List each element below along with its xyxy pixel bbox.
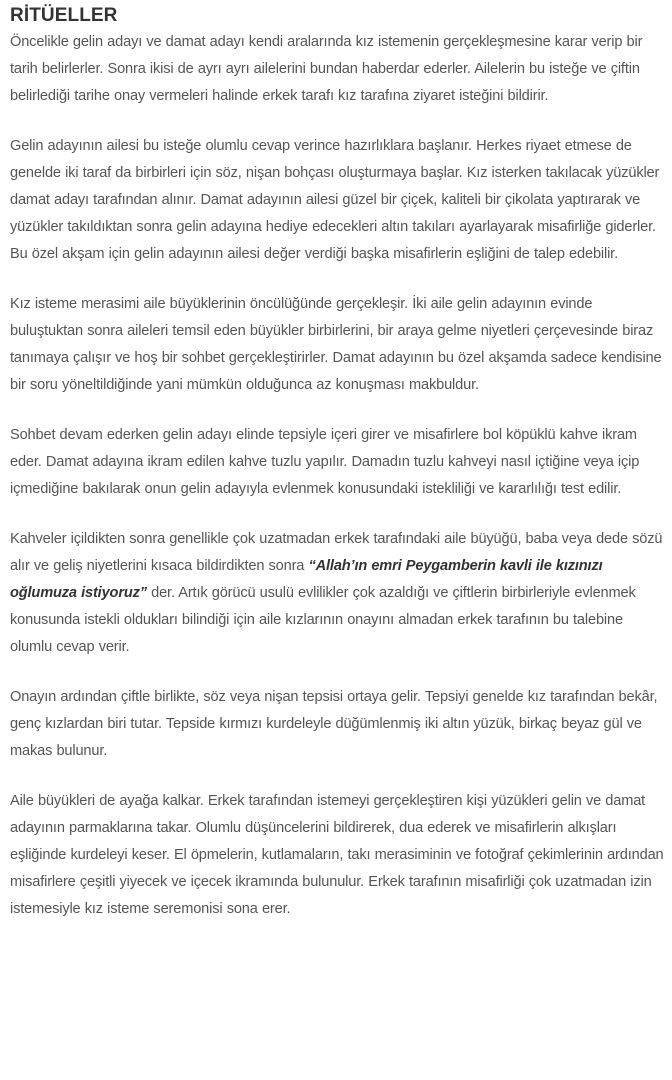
paragraph-2: Gelin adayının ailesi bu isteğe olumlu cevap verince hazırlıklara başlanır. Herkes riyaet etmese de genelde iki taraf da birbirleri için söz, nişan bohçası oluşturmaya başlar. Kız isterken takılacak yüzükler damat adayı tarafından alınır. Damat adayının ailesi güzel bir çiçek, kaliteli bir çikolata yaptırarak ve yüzükler takıldıktan sonra gelin adayına hediye edecekleri altın takıları ayarlayarak misafirliğe giderler. Bu özel akşam için gelin adayının ailesi değer verdiği başka misafirlerin eşliğini de talep edebilir. [10, 138, 660, 262]
paragraph-1: Öncelikle gelin adayı ve damat adayı kendi aralarında kız istemenin gerçekleşmesine karar verip bir tarih belirlerler. Sonra ikisi de ayrı ayrı ailelerini bundan haberdar ederler. Ailelerin bu isteğe ve çiftin belirlediği tarihe onay vermeleri halinde erkek tarafı kız tarafına ziyaret isteğini bildirir. [10, 34, 643, 104]
paragraph-5 [10, 526, 668, 661]
section-title: RİTÜELLER [10, 5, 118, 26]
article-body [10, 0, 668, 946]
paragraph-5-quote: “Allah’ın emri Peygamberin kavli ile kızınızı oğlumuza istiyoruz” [10, 558, 603, 601]
paragraph-6: Onayın ardından çiftle birlikte, söz veya nişan tepsisi ortaya gelir. Tepsiyi genelde kız tarafından bekâr, genç kızlardan biri tutar. Tepside kırmızı kurdeleyle düğümlenmiş iki altın yüzük, birkaç beyaz gül ve makas bulunur. [10, 689, 658, 759]
paragraph-4: Sohbet devam ederken gelin adayı elinde tepsiyle içeri girer ve misafirlere bol köpüklü kahve ikram eder. Damat adayına ikram edilen kahve tuzlu yapılır. Damadın tuzlu kahveyi nasıl içtiğine veya içip içmediğine bakılarak onun gelin adayıyla evlenmek konusundaki istekliliği ve kararlılığı test edilir. [10, 427, 640, 497]
paragraph-3: Kız isteme merasimi aile büyüklerinin öncülüğünde gerçekleşir. İki aile gelin adayının evinde buluştuktan sonra aileleri temsil eden büyükler birbirlerini, bir araya gelme niyetleri çerçevesinde biraz tanımaya çalışır ve hoş bir sohbet gerçekleştirirler. Damat adayının bu özel akşamda sadece kendisine bir soru yöneltildiğinde yani mümkün olduğunca az konuşması makbuldur. [10, 296, 662, 393]
paragraph-5-text-before: Kahveler içildikten sonra genellikle çok uzatmadan erkek tarafındaki aile büyüğü, baba veya dede sözü alır ve geliş niyetlerini kısaca bildirdikten sonra [10, 531, 663, 574]
paragraph-7: Aile büyükleri de ayağa kalkar. Erkek tarafından istemeyi gerçekleştiren kişi yüzükleri gelin ve damat adayının parmaklarına takar. Olumlu düşüncelerini bildirerek, dua ederek ve misafirlerin alkışları eşliğinde kurdeleyi keser. El öpmelerin, kutlamaların, takı merasiminin ve fotoğraf çekimlerinin ardından misafirlere çeşitli yiyecek ve içecek ikramında bulunulur. Erkek tarafının misafirliği çok uzatmadan izin istemesiyle kız isteme seremonisi sona erer. [10, 793, 664, 917]
paragraph-5-text-after: der. Artık görücü usulü evlilikler çok azaldığı ve çiftlerin birbirleriyle evlenmek konusunda istekli oldukları bilindiği için aile kızlarının onayını almadan erkek tarafının bu talebine olumlu cevap verir. [10, 585, 636, 655]
